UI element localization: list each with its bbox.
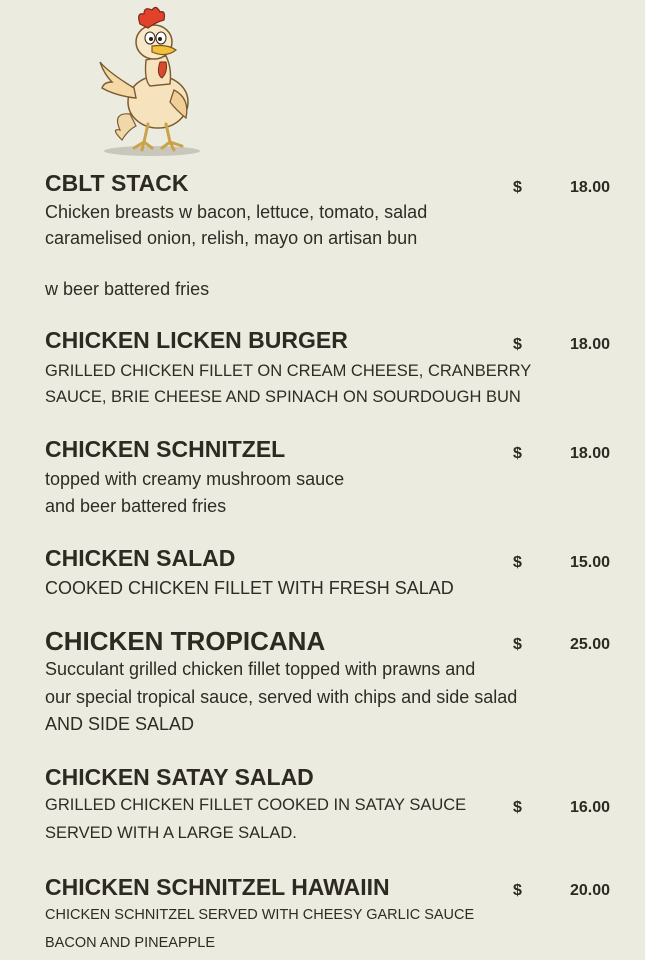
item-description-line: SERVED WITH A LARGE SALAD.	[45, 824, 297, 842]
currency-symbol: $	[513, 179, 522, 196]
item-title: CHICKEN SCHNITZEL HAWAIIN	[45, 874, 390, 900]
item-description-line: SAUCE, BRIE CHEESE AND SPINACH ON SOURDOUGH BUN	[45, 388, 521, 406]
item-title: CHICKEN TROPICANA	[45, 626, 326, 656]
item-description-line: GRILLED CHICKEN FILLET ON CREAM CHEESE, CRANBERRY	[45, 362, 532, 380]
item-description-line: GRILLED CHICKEN FILLET COOKED IN SATAY SAUCE	[45, 796, 467, 814]
currency-symbol: $	[513, 336, 522, 353]
item-price: 20.00	[569, 882, 610, 899]
chicken-mascot-icon	[90, 2, 210, 160]
item-price: 15.00	[569, 554, 610, 571]
item-description-line: CHICKEN SCHNITZEL SERVED WITH CHEESY GARLIC SAUCE	[45, 907, 475, 923]
item-price: 18.00	[569, 445, 610, 462]
item-description-line: w beer battered fries	[45, 279, 210, 299]
currency-symbol: $	[513, 882, 522, 899]
item-description-line: our special tropical sauce, served with chips and side salad	[45, 687, 518, 707]
currency-symbol: $	[513, 445, 522, 462]
item-description-line: AND SIDE SALAD	[45, 714, 195, 734]
item-description-line: Succulant grilled chicken fillet topped with prawns and	[45, 659, 476, 679]
item-title: CHICKEN SATAY SALAD	[45, 764, 314, 790]
item-title: CBLT STACK	[45, 170, 189, 196]
item-title: CHICKEN SALAD	[45, 545, 236, 571]
item-description-line: topped with creamy mushroom sauce	[45, 469, 345, 489]
item-price: 18.00	[569, 336, 610, 353]
item-title: CHICKEN SCHNITZEL	[45, 436, 286, 462]
item-description-line: COOKED CHICKEN FILLET WITH FRESH SALAD	[45, 578, 454, 598]
item-description-line: and beer battered fries	[45, 496, 227, 516]
item-price: 16.00	[569, 799, 610, 816]
item-price: 25.00	[569, 636, 610, 653]
currency-symbol: $	[513, 799, 522, 816]
item-description-line: BACON AND PINEAPPLE	[45, 935, 216, 951]
currency-symbol: $	[513, 554, 522, 571]
item-title: CHICKEN LICKEN BURGER	[45, 327, 348, 353]
item-description-line: Chicken breasts w bacon, lettuce, tomato, salad	[45, 202, 428, 222]
item-description-line: caramelised onion, relish, mayo on artisan bun	[45, 228, 418, 248]
item-price: 18.00	[569, 179, 610, 196]
currency-symbol: $	[513, 636, 522, 653]
